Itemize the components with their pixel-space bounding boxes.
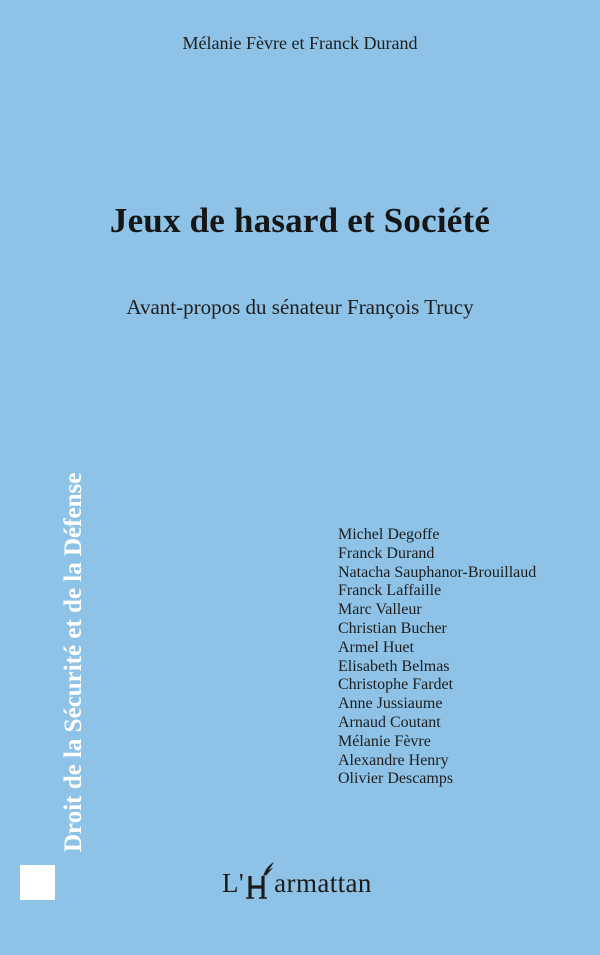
collection-name: Droit de la Sécurité et de la Défense [60, 472, 87, 852]
contributor-name: Olivier Descamps [338, 770, 454, 788]
contributor-name: Christian Bucher [338, 619, 447, 637]
contributor-name: Marc Valleur [338, 601, 422, 619]
publisher-logo-block [222, 860, 372, 900]
contributor-name: Arnaud Coutant [338, 713, 441, 731]
collection-square-mark [20, 865, 55, 900]
contributor-name: Franck Laffaille [338, 582, 442, 600]
publisher-logo-prefix: L' [222, 868, 245, 898]
contributor-name: Christophe Fardet [338, 676, 454, 694]
cover-subtitle: Avant-propos du sénateur François Trucy [126, 295, 474, 319]
harmattan-h-icon [244, 860, 276, 900]
contributor-name: Michel Degoffe [338, 526, 440, 543]
contributor-name: Anne Jussiaume [338, 695, 443, 713]
contributor-name: Franck Durand [338, 544, 435, 562]
contributors-list [338, 526, 536, 789]
contributor-name: Elisabeth Belmas [338, 657, 450, 675]
contributor-name: Armel Huet [338, 638, 414, 656]
contributor-name: Mélanie Fèvre [338, 732, 431, 750]
cover-authors: Mélanie Fèvre et Franck Durand [182, 33, 418, 53]
publisher-logo-suffix: armattan [274, 868, 372, 898]
cover-title: Jeux de hasard et Société [109, 201, 491, 240]
contributor-name: Natacha Sauphanor-Brouillaud [338, 563, 537, 581]
contributor-name: Alexandre Henry [338, 751, 449, 769]
